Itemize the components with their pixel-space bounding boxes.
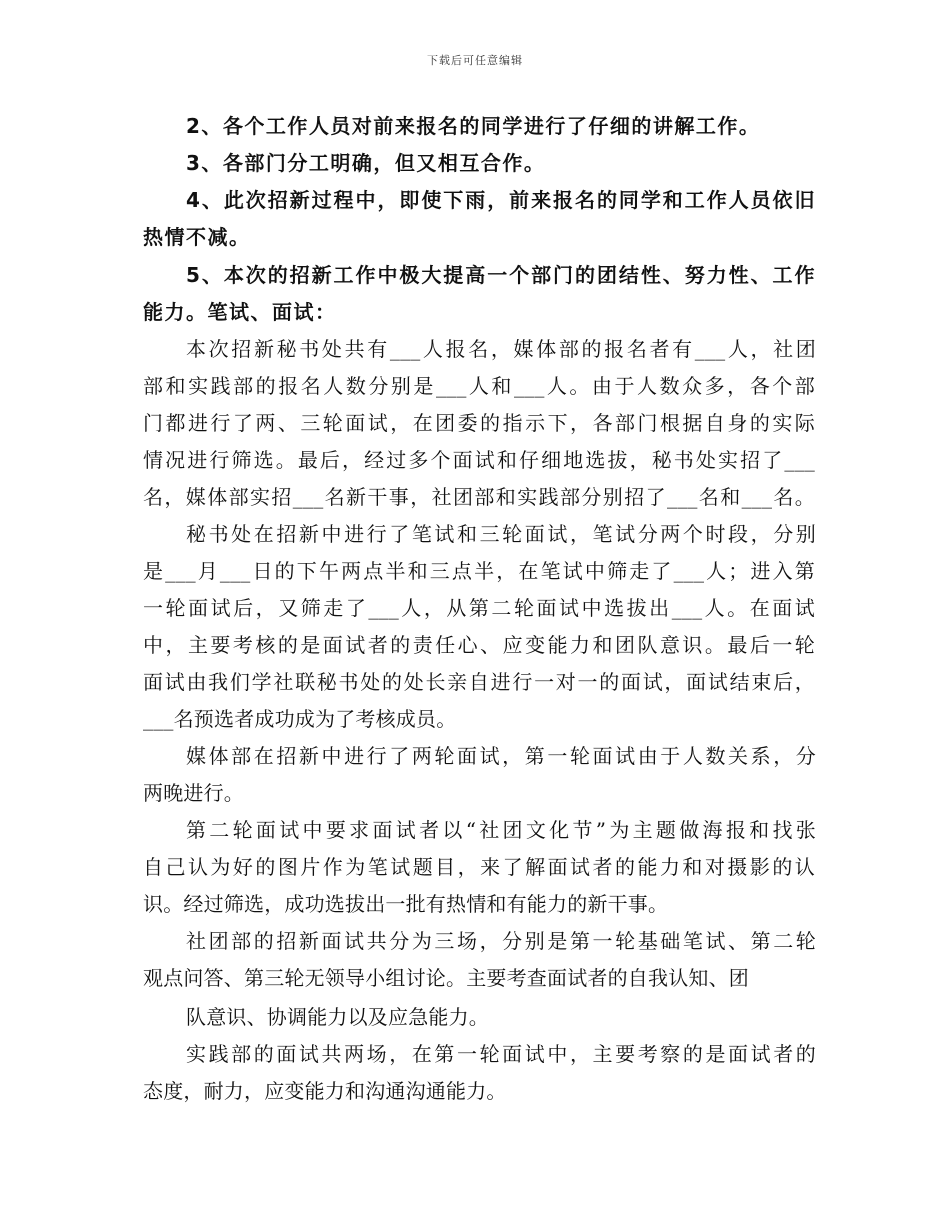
paragraph-line: 门都进行了两、三轮面试，在团委的指示下，各部门根据自身的实际 [143, 411, 815, 435]
item-line: 2、各个工作人员对前来报名的同学进行了仔细的讲解工作。 [186, 114, 761, 138]
item-line: 3、各部门分工明确，但又相互合作。 [186, 151, 546, 175]
paragraph-line: 名，媒体部实招___名新干事，社团部和实践部分别招了___名和___名。 [143, 485, 815, 509]
item-line: 5、本次的招新工作中极大提高一个部门的团结性、努力性、工作 [186, 263, 816, 287]
paragraph-line: 面试由我们学社联秘书处的处长亲自进行一对一的面试，面试结束后， [143, 670, 815, 694]
paragraph-line: 自己认为好的图片作为笔试题目，来了解面试者的能力和对摄影的认 [143, 855, 815, 879]
paragraph-line: 情况进行筛选。最后，经过多个面试和仔细地选拔，秘书处实招了___ [143, 448, 815, 472]
paragraph-line: 两晚进行。 [143, 781, 244, 805]
paragraph-line: 本次招新秘书处共有___人报名，媒体部的报名者有___人，社团 [186, 337, 816, 361]
paragraph-line: 第二轮面试中要求面试者以“社团文化节”为主题做海报和找张 [186, 818, 816, 842]
paragraph-line: 态度，耐力，应变能力和沟通沟通能力。 [143, 1079, 507, 1103]
paragraph-line: 部和实践部的报名人数分别是___人和___人。由于人数众多，各个部 [143, 374, 815, 398]
item-line: 能力。笔试、面试： [143, 300, 337, 324]
paragraph-line: 观点问答、第三轮无领导小组讨论。主要考查面试者的自我认知、团 [143, 966, 749, 990]
paragraph-line: 是___月___日的下午两点半和三点半，在笔试中筛走了___人；进入第 [143, 559, 815, 583]
item-line: 4、此次招新过程中，即使下雨，前来报名的同学和工作人员依旧 [186, 188, 816, 212]
paragraph-line: 一轮面试后，又筛走了___人，从第二轮面试中选拔出___人。在面试 [143, 596, 815, 620]
paragraph-line: 实践部的面试共两场，在第一轮面试中，主要考察的是面试者的 [186, 1042, 816, 1066]
paragraph-line: 秘书处在招新中进行了笔试和三轮面试，笔试分两个时段，分别 [186, 522, 816, 546]
page-header: 下载后可任意编辑 [427, 54, 523, 67]
paragraph-line: 队意识、协调能力以及应急能力。 [186, 1005, 489, 1029]
paragraph-line: 社团部的招新面试共分为三场，分别是第一轮基础笔试、第二轮 [186, 929, 816, 953]
item-line: 热情不减。 [143, 225, 251, 249]
paragraph-line: 识。经过筛选，成功选拔出一批有热情和有能力的新干事。 [143, 892, 669, 916]
paragraph-line: 媒体部在招新中进行了两轮面试，第一轮面试由于人数关系，分 [186, 744, 816, 768]
paragraph-line: ___名预选者成功成为了考核成员。 [143, 707, 457, 731]
paragraph-line: 中，主要考核的是面试者的责任心、应变能力和团队意识。最后一轮 [143, 633, 815, 657]
